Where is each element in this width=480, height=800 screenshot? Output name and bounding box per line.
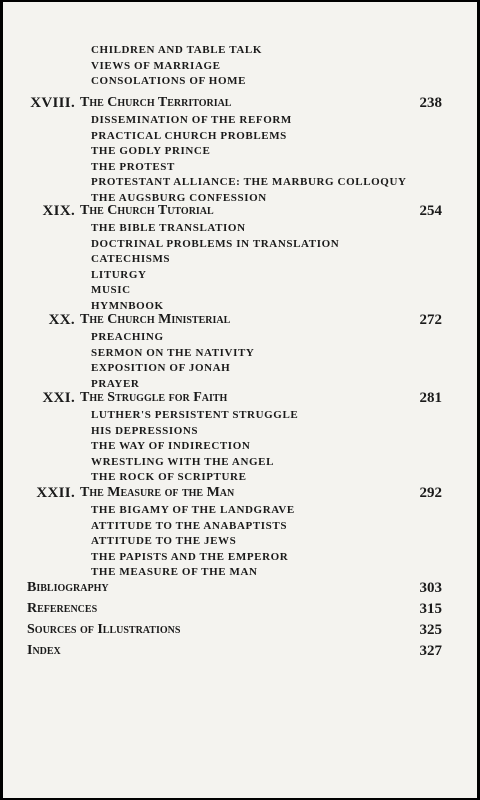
chapter-title: The Church Tutorial xyxy=(80,203,214,218)
chapter-heading xyxy=(3,312,477,330)
chapter-title: The Struggle for Faith xyxy=(80,390,228,405)
chapter-title: The Measure of the Man xyxy=(80,485,235,500)
subsection-item: LITURGY xyxy=(91,268,147,281)
chapter-xviii xyxy=(3,95,477,206)
subsection-item: SERMON ON THE NATIVITY xyxy=(91,346,255,359)
subsection-item: EXPOSITION OF JONAH xyxy=(91,362,231,374)
subsection-item: THE ROCK OF SCRIPTURE xyxy=(91,471,247,483)
subsection-item: DISSEMINATION OF THE REFORM xyxy=(91,114,292,126)
subsection-item: ATTITUDE TO THE JEWS xyxy=(91,535,237,547)
intro-subsections xyxy=(3,43,477,90)
chapter-number: XXI. xyxy=(42,390,75,406)
subsection-item: THE GODLY PRINCE xyxy=(91,145,211,157)
subsection-item: THE MEASURE OF THE MAN xyxy=(91,566,258,578)
chapter-xxii xyxy=(3,485,477,581)
page-number: 303 xyxy=(419,580,442,596)
page-number: 327 xyxy=(419,643,442,659)
subsection-item: VIEWS OF MARRIAGE xyxy=(91,59,221,72)
subsection-item: PRACTICAL CHURCH PROBLEMS xyxy=(91,129,287,142)
back-matter-entry xyxy=(3,622,477,643)
chapter-number: XXII. xyxy=(36,485,75,501)
entry-title: References xyxy=(27,601,98,616)
subsection-item: HIS DEPRESSIONS xyxy=(91,424,199,437)
chapter-title: The Church Territorial xyxy=(80,95,232,110)
subsection-item: THE PAPISTS AND THE EMPEROR xyxy=(91,550,289,563)
chapter-number: XX. xyxy=(48,312,75,328)
subsection-item: CHILDREN AND TABLE TALK xyxy=(91,44,262,56)
subsection-item: PRAYER xyxy=(91,377,140,390)
chapter-heading xyxy=(3,203,477,221)
back-matter-entry xyxy=(3,580,477,601)
subsection-item: PREACHING xyxy=(91,331,164,343)
chapter-heading xyxy=(3,390,477,408)
entry-title: Index xyxy=(27,643,61,658)
back-matter-entry xyxy=(3,601,477,622)
chapter-heading xyxy=(3,485,477,503)
entry-title: Bibliography xyxy=(27,580,109,595)
entry-title: Sources of Illustrations xyxy=(27,622,181,637)
chapter-xix xyxy=(3,203,477,314)
page-number: 254 xyxy=(419,203,442,219)
subsection-item: DOCTRINAL PROBLEMS IN TRANSLATION xyxy=(91,237,340,250)
page-number: 315 xyxy=(419,601,442,617)
back-matter xyxy=(3,580,477,664)
subsection-item: CATECHISMS xyxy=(91,253,171,265)
subsection-item: WRESTLING WITH THE ANGEL xyxy=(91,455,275,468)
chapter-number: XIX. xyxy=(42,203,75,219)
subsection-item: HYMNBOOK xyxy=(91,299,164,312)
chapter-heading xyxy=(3,95,477,113)
page-number: 292 xyxy=(419,485,442,501)
chapter-number: XVIII. xyxy=(30,95,75,111)
back-matter-entry xyxy=(3,643,477,664)
page-number: 272 xyxy=(419,312,442,328)
subsection-item: ATTITUDE TO THE ANABAPTISTS xyxy=(91,519,288,532)
subsection-item: THE BIBLE TRANSLATION xyxy=(91,222,246,234)
page-number: 281 xyxy=(419,390,442,406)
subsection-item: LUTHER'S PERSISTENT STRUGGLE xyxy=(91,409,299,421)
chapter-xxi xyxy=(3,390,477,486)
subsection-item: MUSIC xyxy=(91,284,131,296)
subsection-item: CONSOLATIONS OF HOME xyxy=(91,75,247,87)
subsection-item: THE BIGAMY OF THE LANDGRAVE xyxy=(91,504,295,516)
subsection-item: THE PROTEST xyxy=(91,160,175,173)
toc-page xyxy=(3,2,477,798)
page-number: 325 xyxy=(419,622,442,638)
subsection-item: THE AUGSBURG CONFESSION xyxy=(91,191,267,204)
chapter-xx xyxy=(3,312,477,392)
page-number: 238 xyxy=(419,95,442,111)
subsection-item: THE WAY OF INDIRECTION xyxy=(91,440,251,452)
subsection-item: PROTESTANT ALLIANCE: THE MARBURG COLLOQUY xyxy=(91,176,407,188)
chapter-title: The Church Ministerial xyxy=(80,312,231,327)
